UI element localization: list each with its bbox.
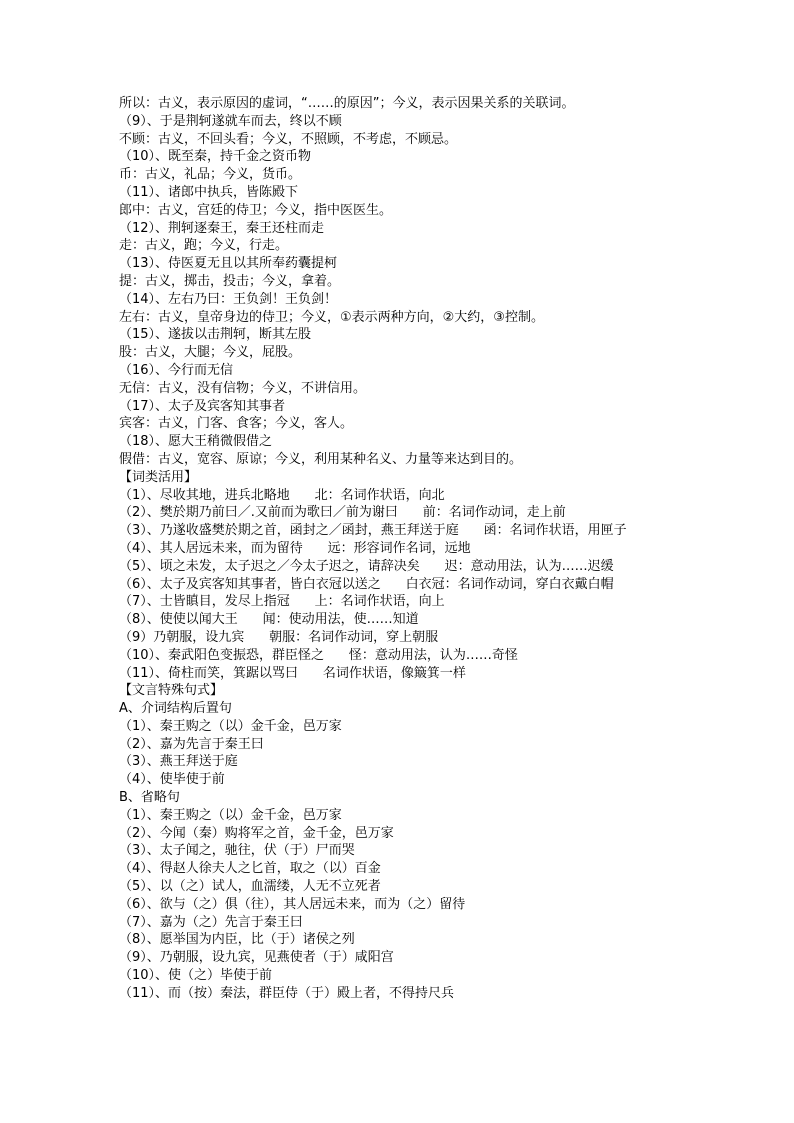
text-line: （6）、太子及宾客知其事者，皆白衣冠以送之 白衣冠：名词作动词，穿白衣戴白帽 xyxy=(119,576,614,592)
text-line: 无信：古义，没有信物；今义，不讲信用。 xyxy=(119,380,367,396)
text-line: （10）、秦武阳色变振恐，群臣怪之 怪：意动用法，认为……奇怪 xyxy=(119,647,518,663)
text-line: （18）、愿大王稍微假借之 xyxy=(119,434,273,450)
text-line: 所以：古义，表示原因的虚词，“……的原因”；今义，表示因果关系的关联词。 xyxy=(119,96,575,111)
text-line: （11）、诸郎中执兵，皆陈殿下 xyxy=(119,184,299,200)
text-line: （1）、尽收其地，进兵北略地 北：名词作状语，向北 xyxy=(119,487,445,503)
text-line: 股：古义，大腿；今义，屁股。 xyxy=(119,345,302,361)
text-line: （14）、左右乃曰：王负剑！王负剑！ xyxy=(119,291,338,307)
text-line: （3）、太子闻之，驰往，伏（于）尸而哭 xyxy=(119,843,355,859)
text-line: （9）乃朝服，设九宾 朝服：名词作动词，穿上朝服 xyxy=(119,629,439,645)
text-line: （16）、今行而无信 xyxy=(119,362,234,378)
text-line: （3）、乃遂收盛樊於期之首，函封之／函封，燕王拜送于庭 函：名词作状语，用匣子 xyxy=(119,523,627,539)
text-line: （6）、欲与（之）俱（往），其人居远未来，而为（之）留待 xyxy=(119,896,466,912)
text-line: （4）、其人居远未来，而为留待 远：形容词作名词，远地 xyxy=(119,540,471,556)
text-line: （3）、燕王拜送于庭 xyxy=(119,754,238,770)
text-line: （11）、而（按）秦法，群臣侍（于）殿上者，不得持尺兵 xyxy=(119,985,455,1001)
text-line: （7）、士皆瞋目，发尽上指冠 上：名词作状语，向上 xyxy=(119,594,445,610)
text-line: （12）、荆轲逐秦王，秦王还柱而走 xyxy=(119,220,325,236)
text-line: 宾客：古义，门客、食客；今义，客人。 xyxy=(119,416,354,432)
text-line: （8）、愿举国为内臣，比（于）诸侯之列 xyxy=(119,932,355,948)
text-line: 【词类活用】 xyxy=(119,469,198,485)
text-line: （5）、以（之）试人，血濡缕，人无不立死者 xyxy=(119,879,381,895)
text-line: （17）、太子及宾客知其事者 xyxy=(119,398,286,414)
text-line: （10）、既至秦，持千金之资币物 xyxy=(119,149,312,165)
text-line: （2）、嘉为先言于秦王曰 xyxy=(119,736,264,752)
text-line: （10）、使（之）毕使于前 xyxy=(119,968,273,984)
text-line: 【文言特殊句式】 xyxy=(119,683,224,699)
text-line: 郎中：古义，宫廷的侍卫；今义，指中医医生。 xyxy=(119,202,393,218)
text-line: A、介词结构后置句 xyxy=(119,701,232,717)
text-line: （1）、秦王购之（以）金千金，邑万家 xyxy=(119,718,342,734)
text-line: 提：古义，掷击，投击；今义，拿着。 xyxy=(119,273,341,289)
text-line: （15）、遂拔以击荆轲，断其左股 xyxy=(119,327,312,343)
text-line: 左右：古义，皇帝身边的侍卫；今义，①表示两种方向，②大约，③控制。 xyxy=(119,309,544,325)
text-line: 不顾：古义，不回头看；今义，不照顾，不考虑，不顾忌。 xyxy=(119,131,458,147)
text-line: （8）、使使以闻大王 闻：使动用法，使……知道 xyxy=(119,612,419,628)
text-line: （5）、顷之未发，太子迟之／今太子迟之，请辞决矣 迟：意动用法，认为……迟缓 xyxy=(119,558,614,574)
text-line: （1）、秦王购之（以）金千金，邑万家 xyxy=(119,807,342,823)
document-page xyxy=(119,95,719,1003)
text-line: （9）、乃朝服，设九宾，见燕使者（于）咸阳宫 xyxy=(119,950,394,966)
text-line: 假借：古义，宽容、原谅；今义，利用某种名义、力量等来达到目的。 xyxy=(119,451,523,467)
text-line: （4）、得赵人徐夫人之匕首，取之（以）百金 xyxy=(119,861,381,877)
text-line: （2）、樊於期乃前曰／.又前而为歌曰／前为谢曰 前：名词作动词，走上前 xyxy=(119,505,566,521)
text-line: （13）、侍医夏无且以其所奉药囊提柯 xyxy=(119,256,338,272)
text-line: （7）、嘉为（之）先言于秦王曰 xyxy=(119,914,303,930)
text-line: 走：古义，跑；今义，行走。 xyxy=(119,238,289,254)
text-line: B、省略句 xyxy=(119,790,180,806)
text-line: （9）、于是荆轲遂就车而去，终以不顾 xyxy=(119,113,342,129)
text-line: （11）、倚柱而笑，箕踞以骂曰 名词作状语，像簸箕一样 xyxy=(119,665,466,681)
text-line: 币：古义，礼品；今义，货币。 xyxy=(119,167,302,183)
text-line: （2）、今闻（秦）购将军之首，金千金，邑万家 xyxy=(119,825,394,841)
text-line: （4）、使毕使于前 xyxy=(119,772,225,788)
